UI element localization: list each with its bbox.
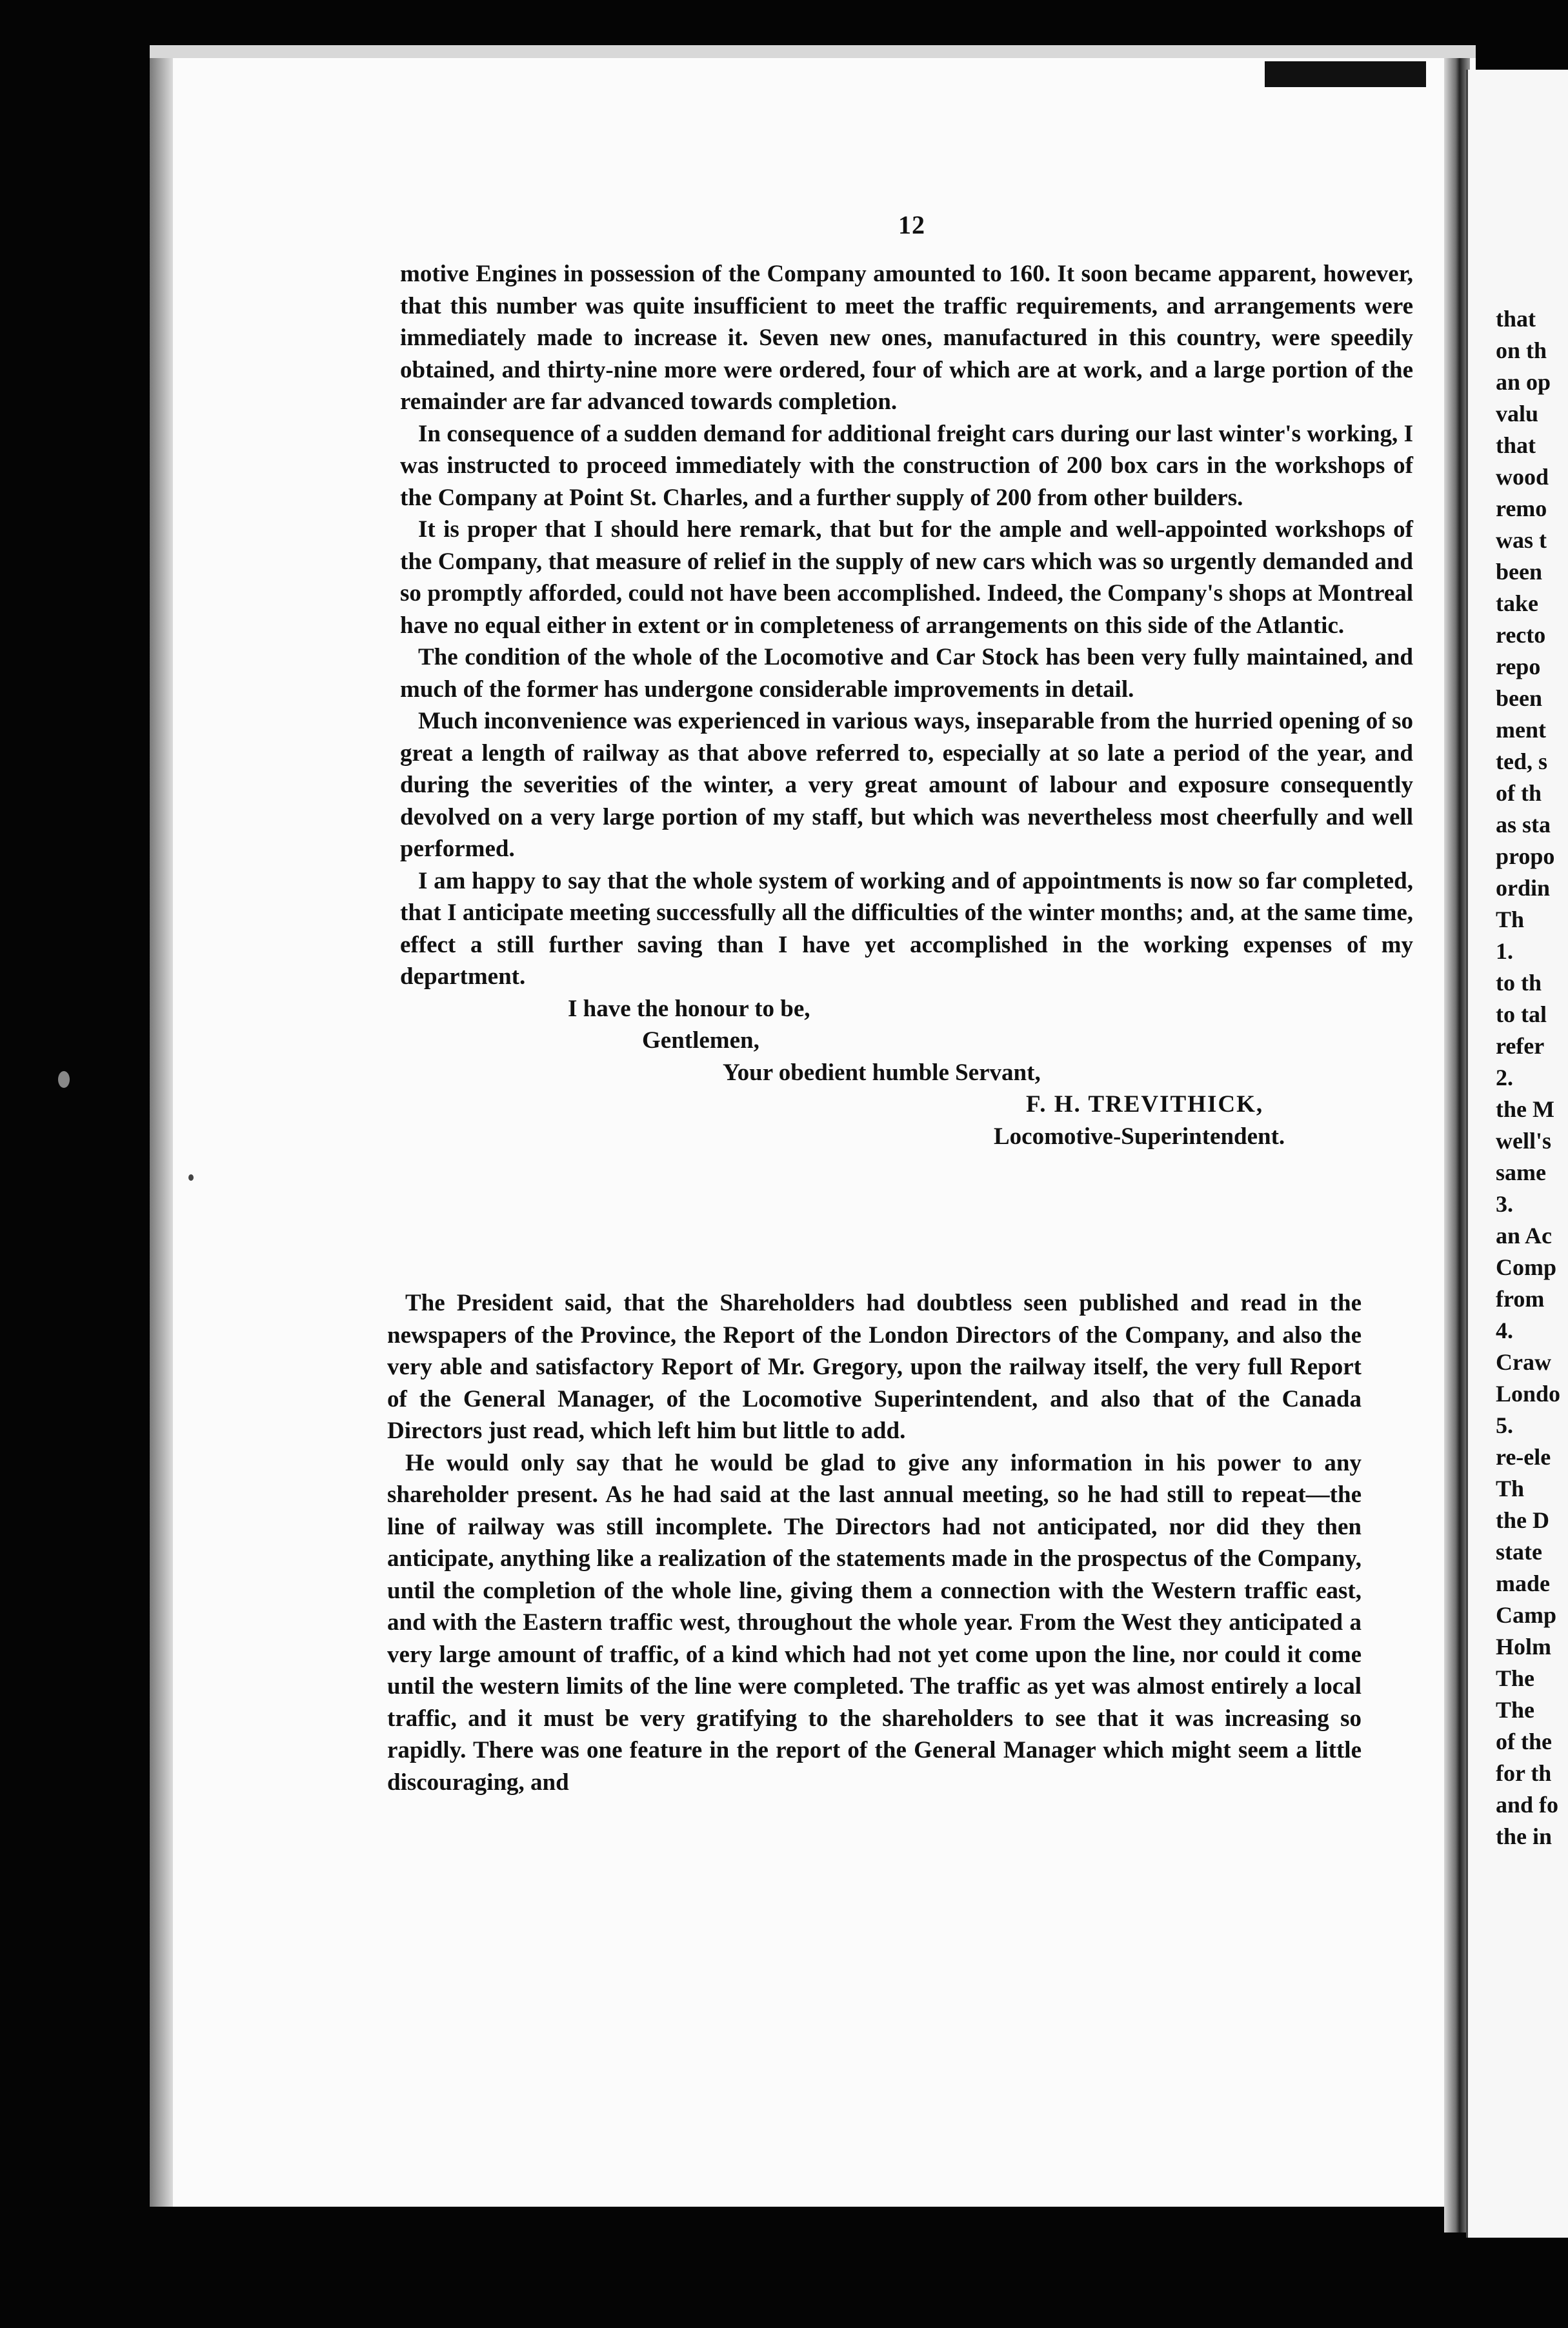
signature-title: Locomotive-Superintendent.: [994, 1123, 1285, 1150]
facing-page-fragment: repo: [1496, 654, 1541, 679]
facing-page-fragment: been: [1496, 685, 1542, 711]
facing-page-fragment: on th: [1496, 337, 1547, 363]
minutes-paragraph: The President said, that the Shareholders had doubtless seen published and read in the newspapers of the Province, the Report of the London Directors of the Company, and also the very able and satisfactory Report of Mr. Gregory, upon the railway itself, the very full Report of the General Manager, of the Locomotive Superintendent, and also that of the Canada Directors just read, which left him but little to add.: [387, 1290, 1362, 1444]
page-top-edge: [150, 45, 1476, 58]
facing-page-fragment: The: [1496, 1665, 1535, 1691]
facing-page-fragment: been: [1496, 559, 1542, 585]
facing-page-fragment: of th: [1496, 780, 1542, 806]
closing-servant: Your obedient humble Servant,: [723, 1059, 1041, 1086]
page-edge-shadow: [150, 45, 173, 2207]
page-number: 12: [898, 210, 925, 239]
facing-page-fragment: valu: [1496, 401, 1539, 426]
minutes-paragraph: He would only say that he would be glad to give any information in his power to any shareholder present. As he had said at the last annual meeting, so he had still to repeat—the line of railway was still incomplete. The Directors had not anticipated, nor did they then anticipate, anything like a realization of the statements made in the prospectus of the Company, until the completion of the whole line, giving them a connection with the Western traffic east, and with the Eastern traffic west, throughout the whole year. From the West they anticipated a very large amount of traffic, of a kind which had not yet come upon the line, nor could it come until the western limits of the line were completed. The traffic as yet was almost entirely a local traffic, and it must be very gratifying to the shareholders to see that it was increasing so rapidly. There was one feature in the report of the General Manager which might seem a little discouraging, and: [387, 1449, 1362, 1796]
facing-page-fragment: and fo: [1496, 1792, 1559, 1818]
superintendent-report: [400, 258, 1413, 1152]
facing-page-fragment: ordin: [1496, 875, 1551, 901]
facing-page-fragment: was t: [1496, 527, 1547, 553]
facing-page-fragment: that: [1496, 306, 1536, 332]
facing-page-fragment: ted, s: [1496, 748, 1547, 774]
facing-page-text: [1496, 303, 1568, 1852]
facing-page-fragment: of the: [1496, 1729, 1552, 1754]
report-paragraph: In consequence of a sudden demand for additional freight cars during our last winter's working, I was instructed to proceed immediately with the construction of 200 box cars in the workshops of the Company at Point St. Charles, and a further supply of 200 from other builders.: [400, 420, 1413, 511]
facing-page-fragment: The: [1496, 1697, 1535, 1723]
facing-page-fragment: from: [1496, 1286, 1545, 1312]
facing-page-fragment: Holm: [1496, 1634, 1551, 1660]
facing-page-fragment: an op: [1496, 369, 1551, 395]
meeting-minutes: [387, 1287, 1362, 1798]
facing-page-fragment: Th: [1496, 1476, 1525, 1501]
facing-page-fragment: the D: [1496, 1507, 1549, 1533]
facing-page-fragment: to tal: [1496, 1001, 1547, 1027]
facing-page-fragment: recto: [1496, 622, 1546, 648]
report-paragraph: I am happy to say that the whole system of working and of appointments is now so far completed, that I anticipate meeting successfully all the difficulties of the winter months; and, at the same time, effect a still further saving than I have yet accomplished in the working expenses of my department.: [400, 867, 1413, 990]
facing-page-fragment: well's: [1496, 1128, 1551, 1154]
facing-page-fragment: to th: [1496, 970, 1542, 996]
facing-page-fragment: take: [1496, 590, 1538, 616]
facing-page-fragment: 2.: [1496, 1065, 1513, 1090]
facing-page-fragment: 1.: [1496, 938, 1513, 964]
facing-page-fragment: 5.: [1496, 1412, 1513, 1438]
scan-marker-tab: [1265, 61, 1426, 87]
facing-page-fragment: for th: [1496, 1760, 1552, 1786]
facing-page-fragment: Craw: [1496, 1349, 1551, 1375]
facing-page-fragment: as sta: [1496, 812, 1551, 838]
facing-page-fragment: made: [1496, 1570, 1550, 1596]
dust-speck: [58, 1071, 70, 1088]
facing-page-fragment: that: [1496, 432, 1536, 458]
facing-page-fragment: re-ele: [1496, 1444, 1551, 1470]
letter-closing: [400, 993, 1413, 1153]
facing-page-fragment: Londo: [1496, 1381, 1561, 1407]
closing-honour: I have the honour to be,: [568, 995, 810, 1022]
report-paragraph: It is proper that I should here remark, that but for the ample and well-appointed workshops of the Company, that measure of relief in the supply of new cars which was so urgently demanded and so promptly afforded, could not have been accomplished. Indeed, the Company's shops at Montreal have no equal either in extent or in completeness of arrangements on this side of the Atlantic.: [400, 516, 1413, 639]
facing-page-fragment: ment: [1496, 717, 1546, 743]
dust-speck: [188, 1174, 194, 1181]
signature-name: F. H. TREVITHICK,: [1026, 1091, 1264, 1118]
facing-page-fragment: the M: [1496, 1096, 1554, 1122]
report-paragraph: The condition of the whole of the Locomotive and Car Stock has been very fully maintained, and much of the former has undergone considerable improvements in detail.: [400, 644, 1413, 703]
facing-page-fragment: Camp: [1496, 1602, 1557, 1628]
facing-page-fragment: same: [1496, 1159, 1546, 1185]
facing-page-fragment: an Ac: [1496, 1223, 1553, 1249]
report-paragraph: motive Engines in possession of the Company amounted to 160. It soon became apparent, however, that this number was quite insufficient to meet the traffic requirements, and arrangements were immediately made to increase it. Seven new ones, manufactured in this country, were speedily obtained, and thirty-nine more were ordered, four of which are at work, and a large portion of the remainder are far advanced towards completion.: [400, 261, 1413, 415]
facing-page-fragment: remo: [1496, 496, 1547, 521]
facing-page-fragment: wood: [1496, 464, 1549, 490]
facing-page-fragment: 3.: [1496, 1191, 1513, 1217]
closing-salutation: Gentlemen,: [642, 1027, 759, 1054]
facing-page-fragment: propo: [1496, 843, 1555, 869]
report-paragraph: Much inconvenience was experienced in various ways, inseparable from the hurried opening of so great a length of railway as that above referred to, especially at so late a period of the year, and during the severities of the winter, a very great amount of labour and exposure consequently devolved on a very large portion of my staff, but which was nevertheless most cheerfully and well performed.: [400, 708, 1413, 862]
facing-page-fragment: Comp: [1496, 1254, 1557, 1280]
facing-page-fragment: state: [1496, 1539, 1542, 1565]
facing-page-fragment: the in: [1496, 1823, 1553, 1849]
facing-page-fragment: 4.: [1496, 1318, 1513, 1343]
facing-page-fragment: refer: [1496, 1033, 1545, 1059]
facing-page-fragment: Th: [1496, 907, 1525, 932]
